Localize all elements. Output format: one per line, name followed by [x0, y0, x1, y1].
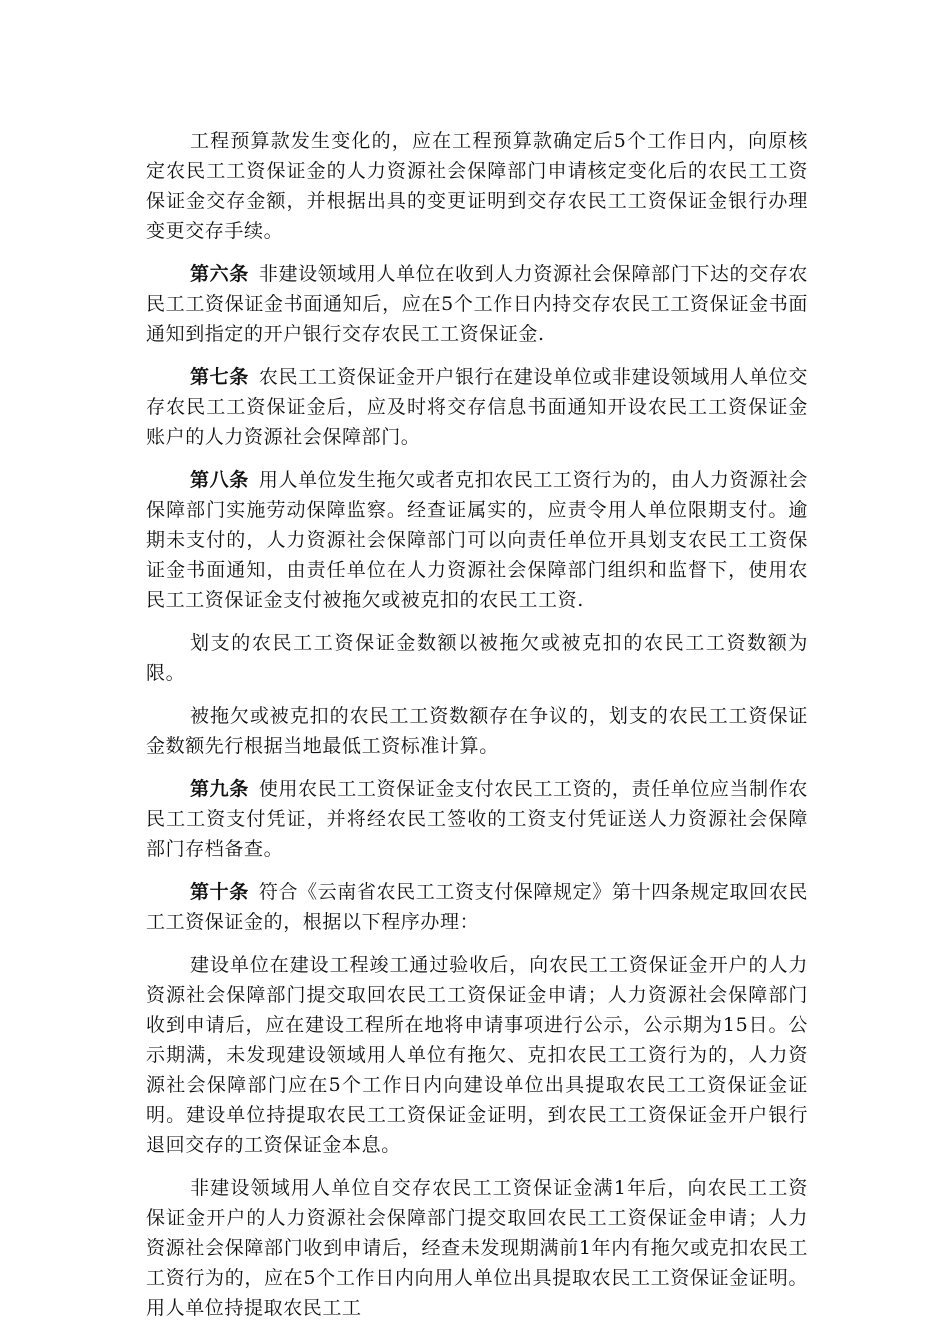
paragraph-non-construction-withdrawal [146, 1173, 808, 1323]
paragraph-article-10 [146, 877, 808, 937]
paragraph-text: 建设单位在建设工程竣工通过验收后，向农民工工资保证金开户的人力资源社会保障部门提交取回农民工工资保证金申请；人力资源社会保障部门收到申请后，应在建设工程所在地将申请事项进行公示，公示期为15日。公示期满，未发现建设领域用人单位有拖欠、克扣农民工工资行为的，人力资源社会保障部门应在5个工作日内向建设单位出具提取农民工工资保证金证明。建设单位持提取农民工工资保证金证明，到农民工工资保证金开户银行退回交存的工资保证金本息。 [146, 954, 808, 1156]
paragraph-text: 农民工工资保证金开户银行在建设单位或非建设领域用人单位交存农民工工资保证金后，应及时将交存信息书面通知开设农民工工资保证金账户的人力资源社会保障部门。 [146, 366, 808, 448]
paragraph-text: 非建设领域用人单位在收到人力资源社会保障部门下达的交存农民工工资保证金书面通知后，应在5个工作日内持交存农民工工资保证金书面通知到指定的开户银行交存农民工工资保证金. [146, 263, 808, 345]
article-number: 第七条 [190, 366, 249, 388]
article-number: 第六条 [190, 263, 249, 285]
article-number: 第八条 [190, 469, 249, 491]
paragraph-dispute-rule [146, 701, 808, 761]
document-body [146, 126, 808, 1336]
paragraph-article-7 [146, 362, 808, 452]
paragraph-text: 划支的农民工工资保证金数额以被拖欠或被克扣的农民工工资数额为限。 [146, 632, 808, 684]
paragraph-construction-withdrawal [146, 950, 808, 1160]
paragraph-article-6 [146, 259, 808, 349]
paragraph-deduction-limit [146, 628, 808, 688]
article-number: 第十条 [190, 881, 249, 903]
paragraph-text: 工程预算款发生变化的，应在工程预算款确定后5个工作日内，向原核定农民工工资保证金的人力资源社会保障部门申请核定变化后的农民工工资保证金交存金额，并根据出具的变更证明到交存农民工工资保证金银行办理变更交存手续。 [146, 130, 808, 242]
article-number: 第九条 [190, 778, 249, 800]
paragraph-text: 用人单位发生拖欠或者克扣农民工工资行为的，由人力资源社会保障部门实施劳动保障监察。经查证属实的，应责令用人单位限期支付。逾期未支付的，人力资源社会保障部门可以向责任单位开具划支农民工工资保证金书面通知，由责任单位在人力资源社会保障部门组织和监督下，使用农民工工资保证金支付被拖欠或被克扣的农民工工资. [146, 469, 808, 611]
paragraph-text: 使用农民工工资保证金支付农民工工资的，责任单位应当制作农民工工资支付凭证，并将经农民工签收的工资支付凭证送人力资源社会保障部门存档备查。 [146, 778, 808, 860]
paragraph-text: 非建设领域用人单位自交存农民工工资保证金满1年后，向农民工工资保证金开户的人力资源社会保障部门提交取回农民工工资保证金申请；人力资源社会保障部门收到申请后，经查未发现期满前1年内有拖欠或克扣农民工工资行为的，应在5个工作日内向用人单位出具提取农民工工资保证金证明。用人单位持提取农民工工 [146, 1177, 808, 1319]
paragraph-text: 符合《云南省农民工工资支付保障规定》第十四条规定取回农民工工资保证金的，根据以下程序办理： [146, 881, 808, 933]
paragraph-text: 被拖欠或被克扣的农民工工资数额存在争议的，划支的农民工工资保证金数额先行根据当地最低工资标准计算。 [146, 705, 808, 757]
paragraph-article-9 [146, 774, 808, 864]
paragraph-budget-change [146, 126, 808, 246]
paragraph-article-8 [146, 465, 808, 615]
